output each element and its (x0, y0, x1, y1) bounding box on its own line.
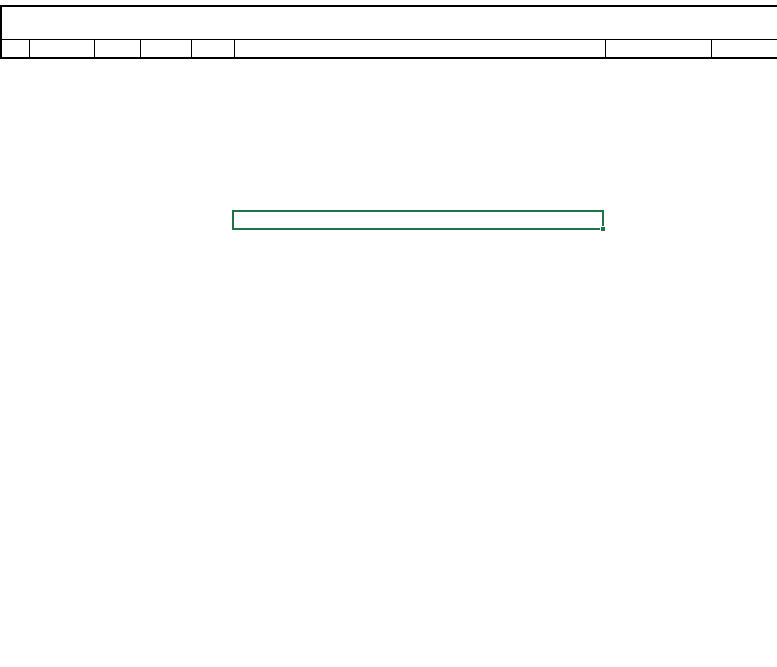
col-header-group[interactable] (29, 39, 94, 58)
col-header-secretary[interactable] (140, 39, 191, 58)
col-header-time[interactable] (605, 39, 711, 58)
header-row (1, 39, 777, 58)
col-header-leader[interactable] (94, 39, 140, 58)
schedule-table (0, 5, 777, 59)
selected-cell-outline[interactable] (232, 210, 604, 230)
col-header-no[interactable] (1, 39, 29, 58)
fill-handle[interactable] (600, 226, 606, 232)
title-row (1, 6, 777, 39)
col-header-count[interactable] (191, 39, 234, 58)
green-fill-bar (233, 0, 603, 4)
row-below-sliver (0, 655, 777, 667)
col-header-location[interactable] (711, 39, 777, 58)
col-header-members[interactable] (234, 39, 605, 58)
